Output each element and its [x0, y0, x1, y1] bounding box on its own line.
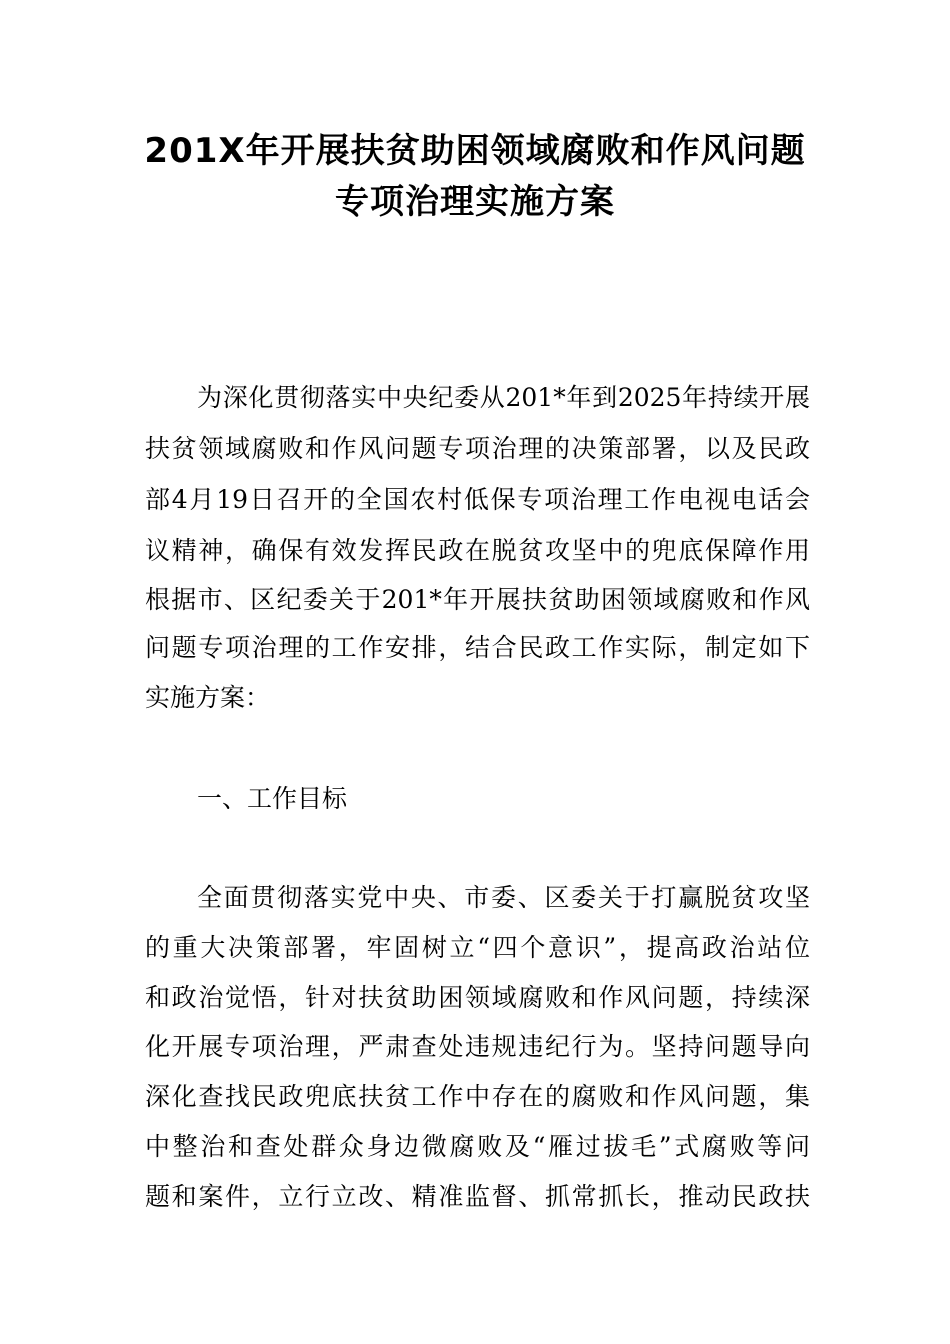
- document-title-line-2: 专项治理实施方案: [335, 182, 615, 222]
- paragraph-1-line-5: 根据市、区纪委关于201*年开展扶贫助困领域腐败和作风: [145, 585, 810, 614]
- paragraph-2-line-4: 化开展专项治理，严肃查处违规违纪行为。坚持问题导向: [145, 1032, 810, 1061]
- paragraph-2-line-5: 深化查找民政兜底扶贫工作中存在的腐败和作风问题，集: [145, 1082, 810, 1111]
- paragraph-1-line-1: 为深化贯彻落实中央纪委从201*年到2025年持续开展: [197, 383, 810, 412]
- paragraph-1-line-3: 部4月19日召开的全国农村低保专项治理工作电视电话会: [145, 485, 810, 514]
- paragraph-2-line-3: 和政治觉悟，针对扶贫助困领域腐败和作风问题，持续深: [145, 983, 810, 1012]
- paragraph-2-line-2: 的重大决策部署，牢固树立“四个意识”，提高政治站位: [145, 933, 810, 962]
- paragraph-1-line-2: 扶贫领域腐败和作风问题专项治理的决策部署，以及民政: [145, 434, 810, 463]
- paragraph-2-line-6: 中整治和查处群众身边微腐败及“雁过拔毛”式腐败等问: [145, 1132, 810, 1161]
- paragraph-1-line-6: 问题专项治理的工作安排，结合民政工作实际，制定如下: [145, 633, 810, 662]
- paragraph-2-line-1: 全面贯彻落实党中央、市委、区委关于打赢脱贫攻坚: [197, 883, 810, 912]
- paragraph-1-line-7: 实施方案：: [145, 683, 271, 712]
- document-title-line-1: 201X年开展扶贫助困领域腐败和作风问题: [144, 131, 806, 171]
- section-1-heading: 一、工作目标: [197, 784, 348, 813]
- paragraph-1-line-4: 议精神，确保有效发挥民政在脱贫攻坚中的兜底保障作用: [145, 536, 810, 565]
- paragraph-2-line-7: 题和案件，立行立改、精准监督、抓常抓长，推动民政扶: [145, 1182, 810, 1211]
